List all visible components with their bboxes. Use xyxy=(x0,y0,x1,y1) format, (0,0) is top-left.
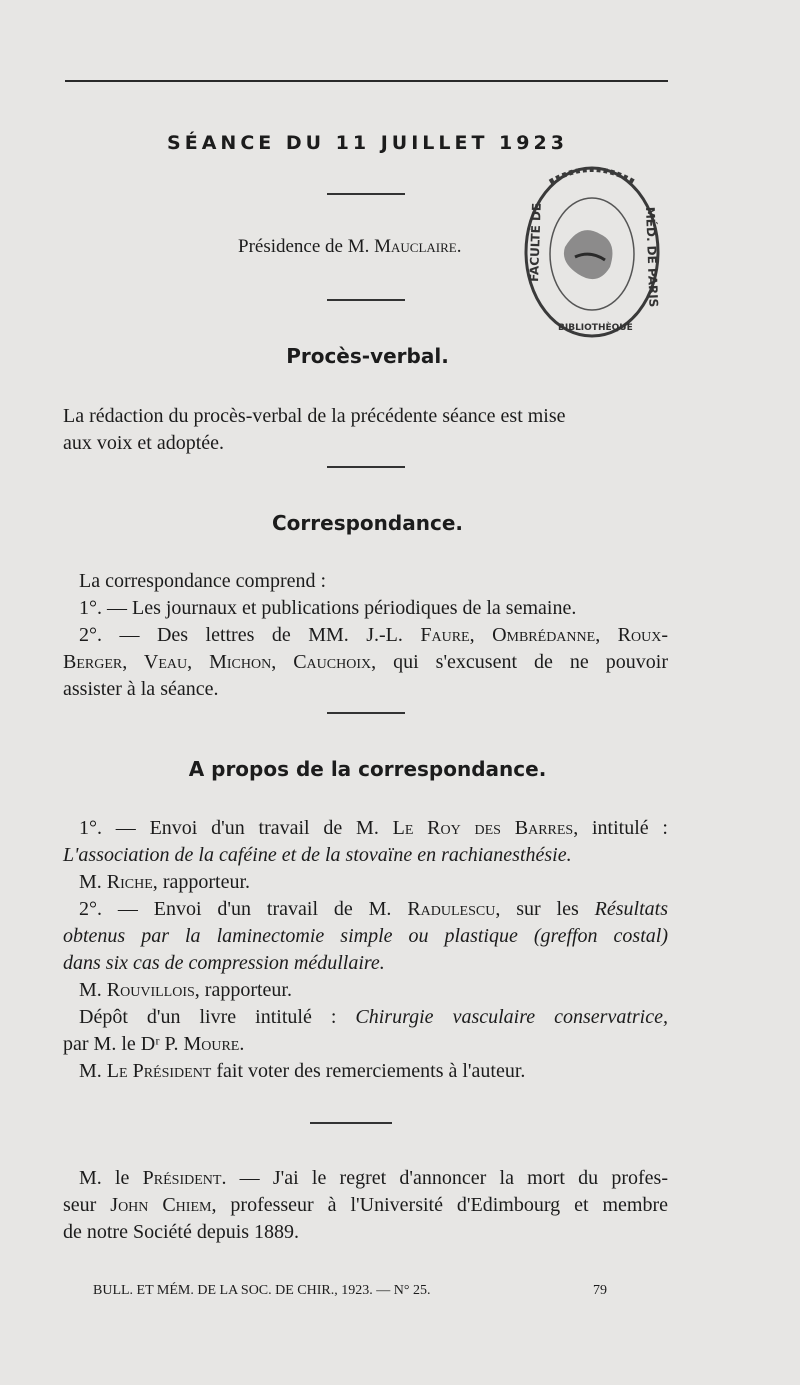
heading-proces-verbal: Procès-verbal. xyxy=(286,344,449,368)
text-line: M. Riche, rapporteur. xyxy=(79,871,250,893)
book-title: Chirurgie vasculaire conservatrice, xyxy=(355,1006,668,1028)
text-line: M. Le Président fait voter des remerciements à l'auteur. xyxy=(79,1060,526,1082)
a-propos-paragraph xyxy=(63,815,668,1085)
heading-a-propos: A propos de la correspondance. xyxy=(188,757,547,781)
presidence-prefix: Présidence de M. xyxy=(238,236,375,257)
author-name: Le Roy des Barres, xyxy=(392,817,579,839)
text-line: Berger, Veau, Michon, Cauchoix, qui s'excusent de ne pouvoir xyxy=(63,651,669,673)
journal-reference: BULL. ET MÉM. DE LA SOC. DE CHIR., 1923. — N° 25. xyxy=(93,1283,431,1298)
presidence-line xyxy=(238,236,462,258)
text-line: La rédaction du procès-verbal de la précédente séance est mise xyxy=(63,405,566,427)
text-line xyxy=(63,950,668,977)
text-line: assister à la séance. xyxy=(63,678,219,700)
text-line: La correspondance comprend : xyxy=(79,570,327,592)
president-title: Le Président xyxy=(106,1060,212,1082)
rapporteur-name: Riche, xyxy=(106,871,158,893)
top-rule xyxy=(65,80,668,82)
library-stamp-icon xyxy=(520,162,665,347)
work-title: dans six cas de compression médullaire. xyxy=(63,952,385,974)
president-title: Président. xyxy=(142,1167,227,1189)
text-line: 1°. — Les journaux et publications périodiques de la semaine. xyxy=(79,597,577,619)
text-line xyxy=(63,923,668,950)
heading-correspondance: Correspondance. xyxy=(272,511,463,535)
work-title: L'association de la caféine et de la stovaïne en rachianesthésie. xyxy=(63,844,572,866)
text-line xyxy=(63,842,668,869)
text-line: M. Rouvillois, rapporteur. xyxy=(79,979,292,1001)
president-name: Mauclaire. xyxy=(374,236,462,257)
text-line: Dépôt d'un livre intitulé : Chirurgie vasculaire conservatrice, xyxy=(79,1006,668,1028)
proces-verbal-paragraph xyxy=(63,403,668,457)
separator xyxy=(327,299,405,301)
separator xyxy=(327,712,405,714)
separator xyxy=(310,1122,392,1124)
text-line: par M. le Dʳ P. Moure. xyxy=(63,1033,245,1055)
separator xyxy=(327,466,405,468)
text-line: aux voix et adoptée. xyxy=(63,432,225,454)
stamp-right-text: MÉD. DE PARIS xyxy=(643,206,661,308)
stamp-bottom-text: BIBLIOTHÈQUE xyxy=(558,323,633,333)
rapporteur-name: Rouvillois, xyxy=(106,979,200,1001)
text-line: 1°. — Envoi d'un travail de M. Le Roy des Barres, intitulé : xyxy=(79,817,668,839)
page-footer xyxy=(93,1283,607,1299)
session-title: SÉANCE DU 11 JUILLET 1923 xyxy=(167,132,568,154)
text-line: 2°. — Envoi d'un travail de M. Radulescu, sur les Résultats xyxy=(79,898,668,920)
author-name: Moure. xyxy=(183,1033,245,1055)
stamp-left-text: FACULTÉ DE xyxy=(527,202,544,283)
text-line: 2°. — Des lettres de MM. J.-L. Faure, Ombrédanne, Roux- xyxy=(79,624,668,646)
page-number: 79 xyxy=(593,1283,607,1298)
names: Faure, Ombrédanne, Roux- xyxy=(420,624,668,646)
author-name: Radulescu, xyxy=(407,898,501,920)
text-line: seur John Chiem, professeur à l'Université d'Edimbourg et membre xyxy=(63,1194,669,1216)
correspondance-paragraph xyxy=(63,568,668,703)
work-title: obtenus par la laminectomie simple ou plastique (greffon costal) xyxy=(63,925,668,947)
text-line: de notre Société depuis 1889. xyxy=(63,1221,300,1243)
person-name: John Chiem, xyxy=(110,1194,217,1216)
announcement-paragraph xyxy=(63,1165,668,1246)
text-line: M. le Président. — J'ai le regret d'annoncer la mort du profes- xyxy=(79,1167,668,1189)
names: Berger, Veau, Michon, Cauchoix, xyxy=(63,651,377,673)
separator xyxy=(327,193,405,195)
